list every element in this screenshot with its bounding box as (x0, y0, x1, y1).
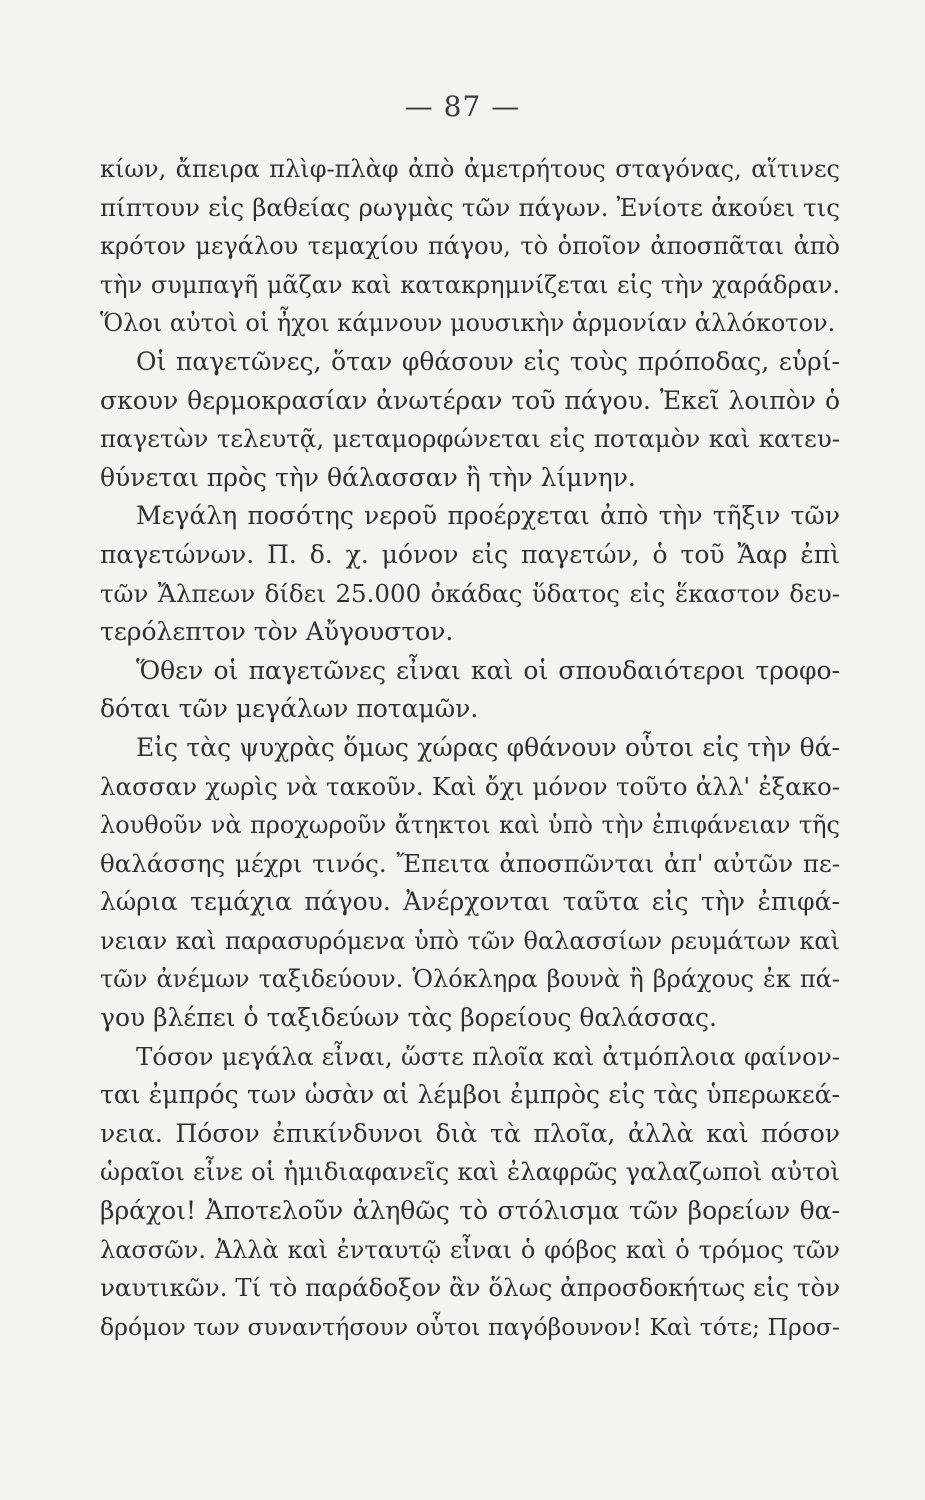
text-line: θαλάσσης μέχρι τινός. Ἔπειτα ἀποσπῶνται ἀπ' αὐτῶν πε- (100, 848, 840, 878)
text-line: παγετὼν τελευτᾷ, μεταμορφώνεται εἰς ποταμὸν καὶ κατευ- (100, 424, 840, 454)
text-line: κίων, ἄπειρα πλὶφ-πλὰφ ἀπὸ ἀμετρήτους σταγόνας, αἵτινες (100, 155, 840, 183)
text-line: Εἰς τὰς ψυχρὰς ὅμως χώρας φθάνουν οὗτοι εἰς τὴν θά- (136, 732, 840, 762)
text-line: παγετώνων. Π. δ. χ. μόνον εἰς παγετών, ὁ τοῦ Ἄαρ ἐπὶ (100, 539, 840, 569)
text-line: λώρια τεμάχια πάγου. Ἀνέρχονται ταῦτα εἰς τὴν ἐπιφά- (100, 887, 840, 917)
text-line: τῶν Ἄλπεων δίδει 25.000 ὀκάδας ὕδατος εἰς ἕκαστον δευ- (100, 578, 840, 608)
text-line: τὴν συμπαγῆ μᾶζαν καὶ κατακρημνίζεται εἰς τὴν χαράδραν. (100, 270, 840, 299)
text-line: σκουν θερμοκρασίαν ἀνωτέραν τοῦ πάγου. Ἐκεῖ λοιπὸν ὁ (100, 385, 840, 415)
text-line: Μεγάλη ποσότης νεροῦ προέρχεται ἀπὸ τὴν τῆξιν τῶν (136, 501, 840, 531)
text-line: ὡραῖοι εἶνε οἱ ἡμιδιαφανεῖς καὶ ἐλαφρῶς γαλαζωποὶ αὐτοὶ (100, 1157, 840, 1187)
text-line: δρόμον των συναντήσουν οὗτοι παγόβουνον! Καὶ τότε; Προσ- (100, 1312, 840, 1341)
text-line: Ὅλοι αὐτοὶ οἱ ἦχοι κάμνουν μουσικὴν ἁρμονίαν ἀλλόκοτον. (100, 309, 836, 338)
text-line: νειαν καὶ παρασυρόμενα ὑπὸ τῶν θαλασσίων ρευμάτων καὶ (100, 926, 840, 955)
text-line: τερόλεπτον τὸν Αὔγουστον. (100, 617, 454, 647)
text-line: Τόσον μεγάλα εἶναι, ὥστε πλοῖα καὶ ἀτμόπλοια φαίνον- (136, 1041, 840, 1071)
text-line: γου βλέπει ὁ ταξιδεύων τὰς βορείους θαλάσσας. (100, 1003, 717, 1033)
text-line: νεια. Πόσον ἐπικίνδυνοι διὰ τὰ πλοῖα, ἀλλὰ καὶ πόσον (100, 1118, 840, 1148)
text-line: τῶν ἀνέμων ταξιδεύουν. Ὁλόκληρα βουνὰ ἢ βράχους ἐκ πά- (100, 965, 840, 994)
text-line: ναυτικῶν. Τί τὸ παράδοξον ἂν ὅλως ἀπροσδοκήτως εἰς τὸν (100, 1273, 841, 1303)
text-line: Ὅθεν οἱ παγετῶνες εἶναι καὶ οἱ σπουδαιότεροι τροφο- (136, 655, 840, 685)
body-text (100, 150, 840, 1346)
text-line: θύνεται πρὸς τὴν θάλασσαν ἢ τὴν λίμνην. (100, 462, 636, 492)
page-number: — 87 — (404, 90, 521, 123)
text-line: λασσαν χωρὶς νὰ τακοῦν. Καὶ ὄχι μόνον τοῦτο ἀλλ' ἐξακο- (100, 771, 840, 801)
text-line: πίπτουν εἰς βαθείας ρωγμὰς τῶν πάγων. Ἐνίοτε ἀκούει τις (100, 192, 840, 222)
text-line: ται ἐμπρός των ὡσὰν αἱ λέμβοι ἐμπρὸς εἰς τὰς ὑπερωκεά- (100, 1080, 840, 1110)
text-line: κρότον μεγάλου τεμαχίου πάγου, τὸ ὁποῖον ἀποσπᾶται ἀπὸ (100, 232, 840, 261)
text-line: δόται τῶν μεγάλων ποταμῶν. (100, 694, 479, 724)
text-line: λασσῶν. Ἀλλὰ καὶ ἐνταυτῷ εἶναι ὁ φόβος καὶ ὁ τρόμος τῶν (100, 1235, 840, 1264)
text-line: βράχοι! Ἀποτελοῦν ἀληθῶς τὸ στόλισμα τῶν βορείων θα- (100, 1196, 840, 1226)
text-line: λουθοῦν νὰ προχωροῦν ἄτηκτοι καὶ ὑπὸ τὴν ἐπιφάνειαν τῆς (100, 811, 840, 840)
text-line: Οἱ παγετῶνες, ὅταν φθάσουν εἰς τοὺς πρόποδας, εὑρί- (136, 346, 840, 376)
